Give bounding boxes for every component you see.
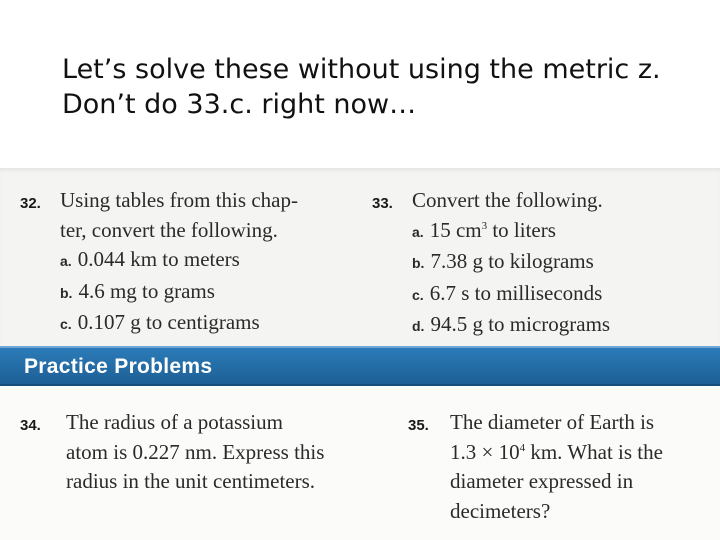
sub-text: 6.7 s to milliseconds bbox=[429, 280, 603, 305]
sub-letter: d. bbox=[412, 318, 425, 334]
problem-text-part: km. What is the bbox=[525, 439, 663, 464]
problem-text: ter, convert the following. bbox=[60, 217, 278, 242]
banner-title: Practice Problems bbox=[24, 355, 213, 378]
problem-34 bbox=[20, 408, 324, 497]
sub-text: to liters bbox=[487, 217, 556, 242]
sub-text: 7.38 g to kilograms bbox=[430, 249, 594, 273]
slide-title bbox=[62, 52, 682, 122]
sub-text: 15 cm bbox=[429, 217, 482, 242]
sub-question bbox=[20, 245, 298, 277]
sub-question bbox=[372, 310, 610, 342]
sub-letter: a. bbox=[412, 223, 424, 240]
sub-letter: a. bbox=[60, 253, 72, 269]
problem-32 bbox=[20, 186, 298, 340]
title-line-1: Let’s solve these without using the metric z. bbox=[62, 54, 661, 85]
problem-number: 33. bbox=[372, 195, 393, 212]
sub-text: 94.5 g to micrograms bbox=[430, 312, 611, 336]
sub-letter: b. bbox=[60, 284, 73, 301]
sub-question bbox=[372, 247, 610, 279]
problem-text: diameter expressed in bbox=[450, 469, 634, 493]
problem-number: 35. bbox=[408, 417, 429, 434]
sub-question bbox=[372, 216, 610, 248]
sub-text: 4.6 mg to grams bbox=[78, 278, 215, 303]
superscript: 3 bbox=[481, 219, 488, 232]
problem-text: atom is 0.227 nm. Express this bbox=[66, 439, 325, 464]
problem-35 bbox=[408, 408, 663, 526]
problem-number: 34. bbox=[20, 417, 41, 434]
problem-text: Convert the following. bbox=[412, 188, 603, 212]
sub-question bbox=[20, 308, 298, 340]
problem-text-part: 1.3 × 10 bbox=[450, 439, 520, 464]
sub-text: 0.044 km to meters bbox=[77, 247, 240, 271]
sub-letter: c. bbox=[60, 316, 72, 332]
sub-question bbox=[20, 277, 298, 309]
sub-question bbox=[372, 279, 610, 311]
title-line-2: Don’t do 33.c. right now… bbox=[62, 89, 417, 120]
problem-text: radius in the unit centimeters. bbox=[66, 469, 316, 493]
problem-number: 32. bbox=[20, 195, 41, 212]
problem-text: decimeters? bbox=[450, 498, 551, 523]
practice-problems-banner bbox=[0, 346, 720, 386]
problem-33 bbox=[372, 186, 610, 342]
problem-text: The radius of a potassium bbox=[66, 410, 283, 434]
problem-text: Using tables from this chap- bbox=[60, 188, 298, 212]
problem-text: The diameter of Earth is bbox=[450, 410, 655, 434]
sub-letter: c. bbox=[412, 286, 424, 303]
sub-text: 0.107 g to centigrams bbox=[77, 310, 260, 334]
superscript: 4 bbox=[519, 441, 526, 454]
problem-text bbox=[408, 438, 663, 468]
sub-letter: b. bbox=[412, 255, 425, 271]
